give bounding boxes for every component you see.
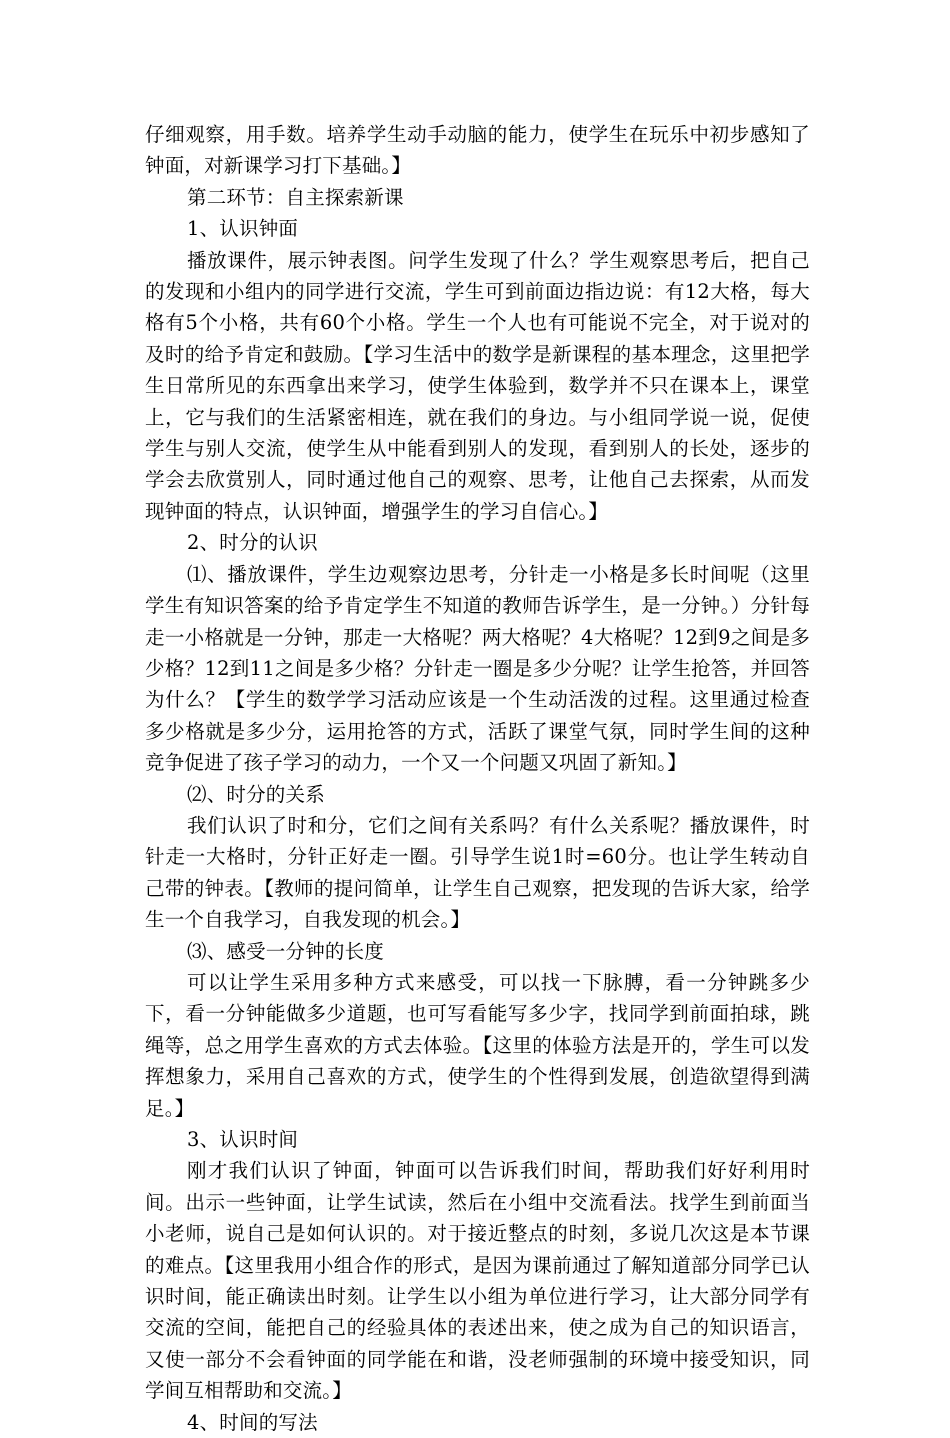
paragraph-hour-minute-relation: 我们认识了时和分，它们之间有关系吗？有什么关系呢？播放课件，时针走一大格时，分针正好走一圈。引导学生说1时=60分。也让学生转动自己带的钟表。【教师的提问简单，让学生自己观察，把发现的告诉大家，给学生一个自我学习，自我发现的机会。】 [145, 813, 810, 932]
section-heading-second-stage: 第二环节：自主探索新课 [187, 185, 404, 209]
paragraph-one-minute: 可以让学生采用多种方式来感受，可以找一下脉膊，看一分钟跳多少下，看一分钟能做多少道题，也可写看能写多少字，找同学到前面拍球，跳绳等，总之用学生喜欢的方式去体验。【这里的体验方法是开的，学生可以发挥想象力，采用自己喜欢的方式，使学生的个性得到发展，创造欲望得到满足。】 [145, 970, 810, 1120]
subheading-one-minute: ⑶、感受一分钟的长度 [187, 939, 385, 963]
document-body [145, 119, 810, 1438]
subheading-hour-minute: 2、时分的认识 [187, 531, 318, 555]
subheading-reading-time: 3、认识时间 [187, 1128, 299, 1151]
subheading-hour-minute-relation: ⑵、时分的关系 [187, 782, 325, 806]
paragraph-clock-face: 播放课件，展示钟表图。问学生发现了什么？学生观察思考后，把自己的发现和小组内的同学进行交流，学生可到前面边指边说：有12大格，每大格有5个小格，共有60个小格。学生一个人也有可能说不完全，对于说对的及时的给予肯定和鼓励。【学习生活中的数学是新课程的基本理念，这里把学生日常所见的东西拿出来学习，使学生体验到，数学并不只在课本上，课堂上，它与我们的生活紧密相连，就在我们的身边。与小组同学说一说，促使学生与别人交流，使学生从中能看到别人的发现，看到别人的长处，逐步的学会去欣赏别人，同时通过他自己的观察、思考，让他自己去探索，从而发现钟面的特点，认识钟面，增强学生的学习自信心。】 [145, 248, 810, 523]
paragraph-intro-continuation: 仔细观察，用手数。培养学生动手动脑的能力，使学生在玩乐中初步感知了钟面，对新课学习打下基础。】 [145, 123, 810, 178]
paragraph-reading-time: 刚才我们认识了钟面，钟面可以告诉我们时间，帮助我们好好利用时间。出示一些钟面，让学生试读，然后在小组中交流看法。找学生到前面当小老师，说自己是如何认识的。对于接近整点的时刻，多说几次这是本节课的难点。【这里我用小组合作的形式，是因为课前通过了解知道部分同学已认识时间，能正确读出时刻。让学生以小组为单位进行学习，让大部分同学有交流的空间，能把自己的经验具体的表述出来，使之成为自己的知识语言，又使一部分不会看钟面的同学能在和谐，没老师强制的环境中接受知识，同学间互相帮助和交流。】 [145, 1159, 810, 1403]
subheading-writing-time: 4、时间的写法 [187, 1410, 318, 1434]
subheading-clock-face: 1、认识钟面 [187, 217, 299, 241]
paragraph-minute-hand: ⑴、播放课件，学生边观察边思考，分针走一小格是多长时间呢（这里学生有知识答案的给予肯定学生不知道的教师告诉学生，是一分钟。）分针每走一小格就是一分钟，那走一大格呢？两大格呢？4大格呢？12到9之间是多少格？12到11之间是多少格？分针走一圈是多少分呢？让学生抢答，并回答为什么？【学生的数学学习活动应该是一个生动活泼的过程。这里通过检查多少格就是多少分，运用抢答的方式，活跃了课堂气氛，同时学生间的这种竞争促进了孩子学习的动力，一个又一个问题又巩固了新知。】 [145, 562, 810, 775]
